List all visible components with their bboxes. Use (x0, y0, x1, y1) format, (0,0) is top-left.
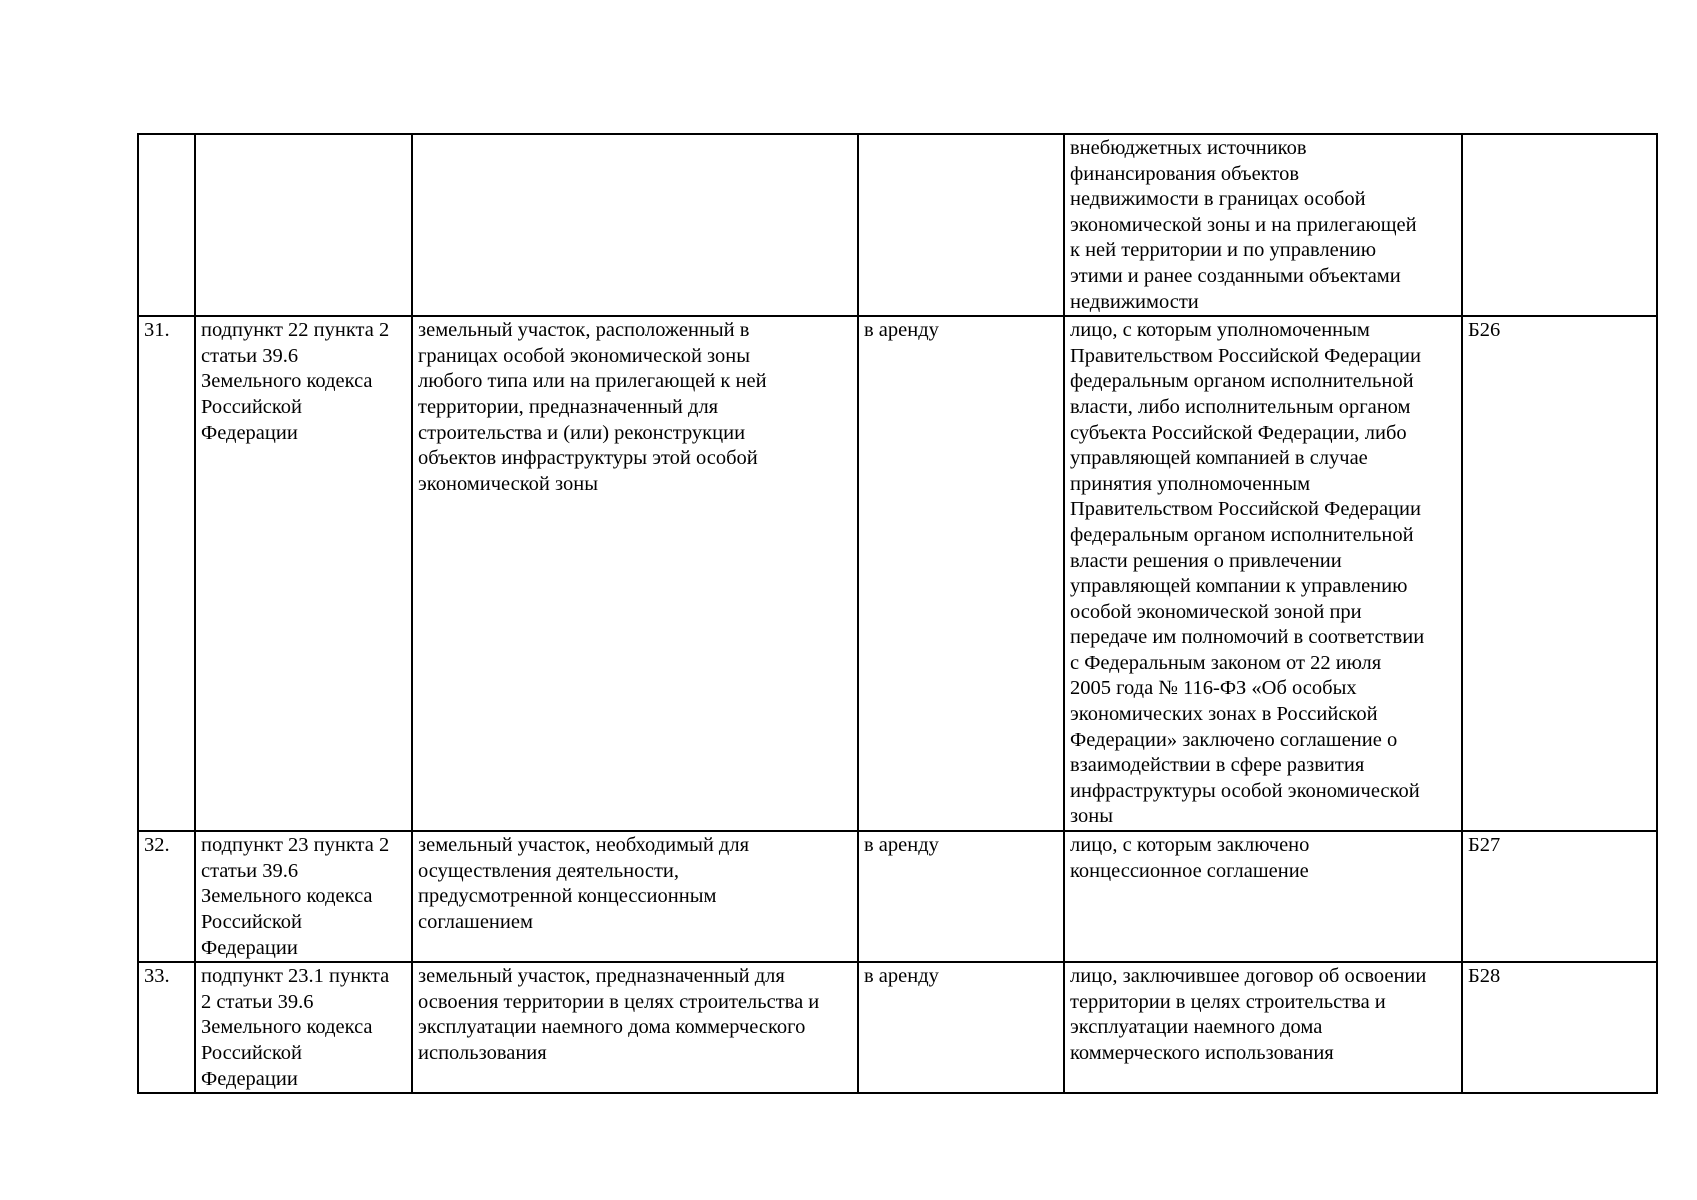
legal-basis-cell: подпункт 22 пункта 2 статьи 39.6 Земельного кодекса Российской Федерации (195, 316, 412, 831)
eligible-person-cell: внебюджетных источников финансирования объектов недвижимости в границах особой экономической зоны и на прилегающей к ней территории и по управлению этими и ранее созданными объектами недвижимости (1064, 134, 1462, 316)
land-plot-cell: земельный участок, расположенный в границах особой экономической зоны любого типа или на прилегающей к ней территории, предназначенный для строительства и (или) реконструкции объектов инфраструктуры этой особой экономической зоны (412, 316, 858, 831)
eligible-person-cell: лицо, заключившее договор об освоении территории в целях строительства и эксплуатации наемного дома коммерческого использования (1064, 962, 1462, 1093)
land-plot-cell: земельный участок, необходимый для осуществления деятельности, предусмотренной концессионным соглашением (412, 831, 858, 962)
land-plot-cell: земельный участок, предназначенный для освоения территории в целях строительства и эксплуатации наемного дома коммерческого использования (412, 962, 858, 1093)
code-cell: Б28 (1462, 962, 1657, 1093)
table-row (138, 831, 1657, 962)
document-page (137, 133, 1656, 1094)
row-number-cell: 33. (138, 962, 195, 1093)
land-provision-table (137, 133, 1658, 1094)
provision-form-cell: в аренду (858, 831, 1064, 962)
row-number-cell (138, 134, 195, 316)
code-cell (1462, 134, 1657, 316)
code-cell: Б27 (1462, 831, 1657, 962)
provision-form-cell: в аренду (858, 962, 1064, 1093)
provision-form-cell (858, 134, 1064, 316)
legal-basis-cell: подпункт 23 пункта 2 статьи 39.6 Земельного кодекса Российской Федерации (195, 831, 412, 962)
table-row (138, 962, 1657, 1093)
table-row (138, 134, 1657, 316)
land-plot-cell (412, 134, 858, 316)
table-row (138, 316, 1657, 831)
eligible-person-cell: лицо, с которым заключено концессионное соглашение (1064, 831, 1462, 962)
legal-basis-cell: подпункт 23.1 пункта 2 статьи 39.6 Земельного кодекса Российской Федерации (195, 962, 412, 1093)
row-number-cell: 31. (138, 316, 195, 831)
row-number-cell: 32. (138, 831, 195, 962)
code-cell: Б26 (1462, 316, 1657, 831)
legal-basis-cell (195, 134, 412, 316)
provision-form-cell: в аренду (858, 316, 1064, 831)
eligible-person-cell: лицо, с которым уполномоченным Правительством Российской Федерации федеральным органом исполнительной власти, либо исполнительным органом субъекта Российской Федерации, либо управляющей компанией в случае принятия уполномоченным Правительством Российской Федерации федеральным органом исполнительной власти решения о привлечении управляющей компании к управлению особой экономической зоной при передаче им полномочий в соответствии с Федеральным законом от 22 июля 2005 года № 116-ФЗ «Об особых экономических зонах в Российской Федерации» заключено соглашение о взаимодействии в сфере развития инфраструктуры особой экономической зоны (1064, 316, 1462, 831)
